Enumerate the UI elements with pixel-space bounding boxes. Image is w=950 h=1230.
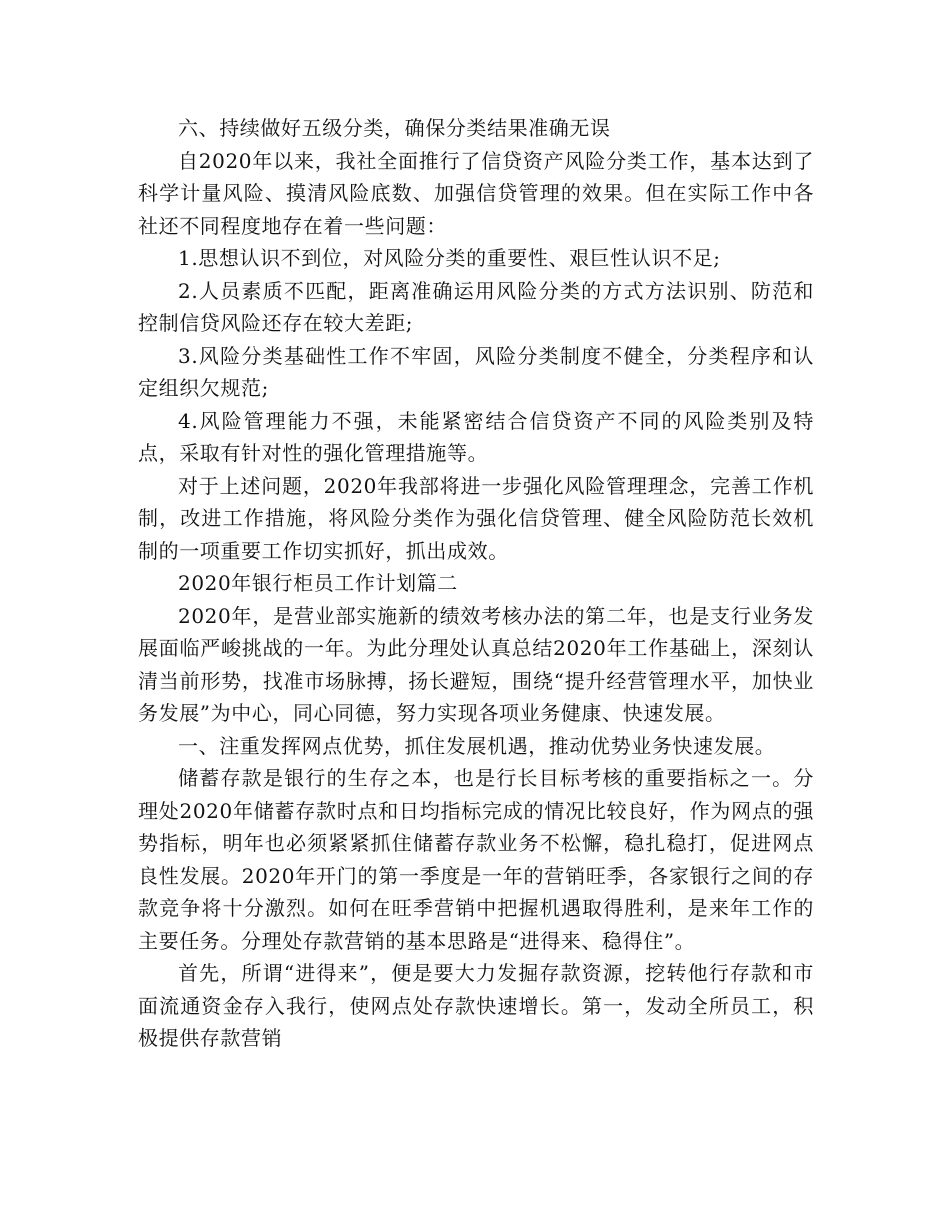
document-body: [138, 112, 814, 1055]
list-item-1: 1.思想认识不到位，对风险分类的重要性、艰巨性认识不足;: [178, 246, 721, 270]
section-heading-branch-advantage: 一、注重发挥网点优势，抓住发展机遇，推动优势业务快速发展。: [178, 733, 776, 758]
paragraph-classification-intro: 自2020年以来，我社全面推行了信贷资产风险分类工作，基本达到了科学计量风险、摸清风险底数、加强信贷管理的效果。但在实际工作中各社还不同程度地存在着一些问题：: [138, 148, 814, 238]
list-item-4: 4.风险管理能力不强，未能紧密结合信贷资产不同的风险类别及特点，采取有针对性的强化管理措施等。: [138, 408, 814, 465]
paragraph-response-plan: 对于上述问题，2020年我部将进一步强化风险管理理念，完善工作机制，改进工作措施，将风险分类作为强化信贷管理、健全风险防范长效机制的一项重要工作切实抓好，抓出成效。: [138, 473, 814, 563]
paragraph-savings-deposits: 储蓄存款是银行的生存之本，也是行长目标考核的重要指标之一。分理处2020年储蓄存款时点和日均指标完成的情况比较良好，作为网点的强势指标，明年也必须紧紧抓住储蓄存款业务不松懈，稳扎稳打，促进网点良性发展。2020年开门的第一季度是一年的营销旺季，各家银行之间的存款竞争将十分激烈。如何在旺季营销中把握机遇取得胜利，是来年工作的主要任务。分理处存款营销的基本思路是“进得来、稳得住”。: [138, 766, 814, 953]
paragraph-attract-deposits: 首先，所谓“进得来”，便是要大力发掘存款资源，挖转他行存款和市面流通资金存入我行，使网点处存款快速增长。第一，发动全所员工，积极提供存款营销: [138, 961, 814, 1050]
section-heading-five-level-classification: 六、持续做好五级分类，确保分类结果准确无误: [178, 116, 611, 140]
list-item-2: 2.人员素质不匹配，距离准确运用风险分类的方式方法识别、防范和控制信贷风险还存在较大差距;: [138, 278, 814, 335]
paragraph-2020-overview: 2020年，是营业部实施新的绩效考核办法的第二年，也是支行业务发展面临严峻挑战的一年。为此分理处认真总结2020年工作基础上，深刻认清当前形势，找准市场脉搏，扬长避短，围绕“提升经营管理水平，加快业务发展”为中心，同心同德，努力实现各项业务健康、快速发展。: [138, 603, 814, 725]
article-subtitle: 2020年银行柜员工作计划篇二: [178, 571, 458, 595]
list-item-3: 3.风险分类基础性工作不牢固，风险分类制度不健全，分类程序和认定组织欠规范;: [138, 343, 814, 400]
